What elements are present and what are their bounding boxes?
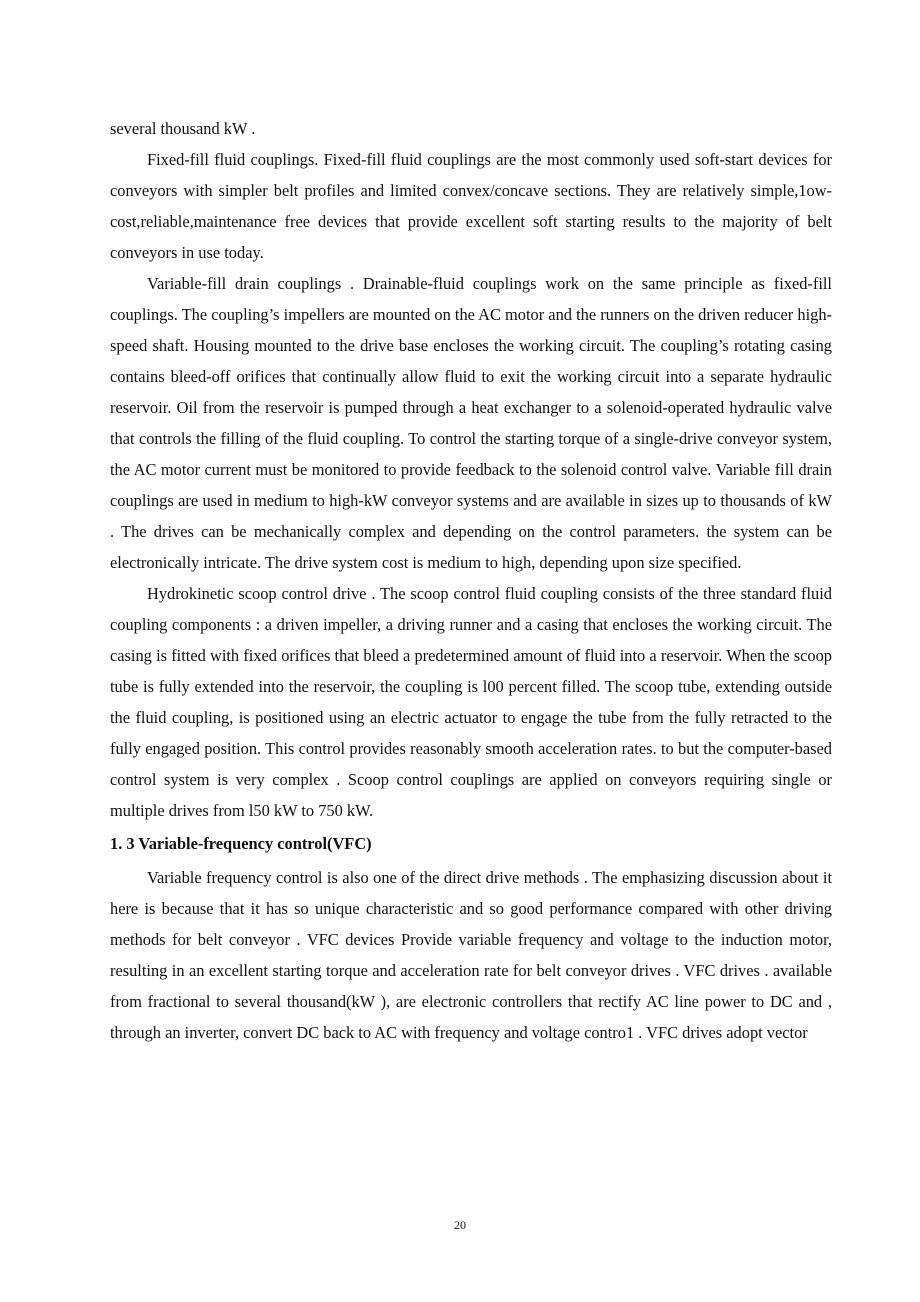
paragraph-scoop-control-drive: Hydrokinetic scoop control drive . The scoop control fluid coupling consists of the three standard fluid coupling components : a driven impeller, a driving runner and a casing that encloses the working circuit. The casing is fitted with fixed orifices that bleed a predetermined amount of fluid into a reservoir. When the scoop tube is fully extended into the reservoir, the coupling is l00 percent filled. The scoop tube, extending outside the fluid coupling, is positioned using an electric actuator to engage the tube from the fully retracted to the fully engaged position. This control provides reasonably smooth acceleration rates. to but the computer-based control system is very complex . Scoop control couplings are applied on conveyors requiring single or multiple drives from l50 kW to 750 kW.: [110, 584, 832, 820]
page-number: 20: [454, 1218, 466, 1232]
paragraph-continuation: several thousand kW .: [110, 119, 256, 138]
page-body: [110, 113, 832, 1048]
paragraph-variable-fill-drain-couplings: Variable-fill drain couplings . Drainable-fluid couplings work on the same principle as fixed-fill couplings. The coupling’s impellers are mounted on the AC motor and the runners on the driven reducer high-speed shaft. Housing mounted to the drive base encloses the working circuit. The coupling’s rotating casing contains bleed-off orifices that continually allow fluid to exit the working circuit into a separate hydraulic reservoir. Oil from the reservoir is pumped through a heat exchanger to a solenoid-operated hydraulic valve that controls the filling of the fluid coupling. To control the starting torque of a single-drive conveyor system, the AC motor current must be monitored to provide feedback to the solenoid control valve. Variable fill drain couplings are used in medium to high-kW conveyor systems and are available in sizes up to thousands of kW . The drives can be mechanically complex and depending on the control parameters. the system can be electronically intricate. The drive system cost is medium to high, depending upon size specified.: [110, 274, 832, 572]
section-heading: 1. 3 Variable-frequency control(VFC): [110, 834, 372, 853]
paragraph-fixed-fill-couplings: Fixed-fill fluid couplings. Fixed-fill fluid couplings are the most commonly used soft-start devices for conveyors with simpler belt profiles and limited convex/concave sections. They are relatively simple,1ow-cost,reliable,maintenance free devices that provide excellent soft starting results to the majority of belt conveyors in use today.: [110, 150, 832, 262]
paragraph-variable-frequency-control: Variable frequency control is also one of the direct drive methods . The emphasizing discussion about it here is because that it has so unique characteristic and so good performance compared with other driving methods for belt conveyor . VFC devices Provide variable frequency and voltage to the induction motor, resulting in an excellent starting torque and acceleration rate for belt conveyor drives . VFC drives . available from fractional to several thousand(kW ), are electronic controllers that rectify AC line power to DC and , through an inverter, convert DC back to AC with frequency and voltage contro1 . VFC drives adopt vector: [110, 868, 832, 1042]
